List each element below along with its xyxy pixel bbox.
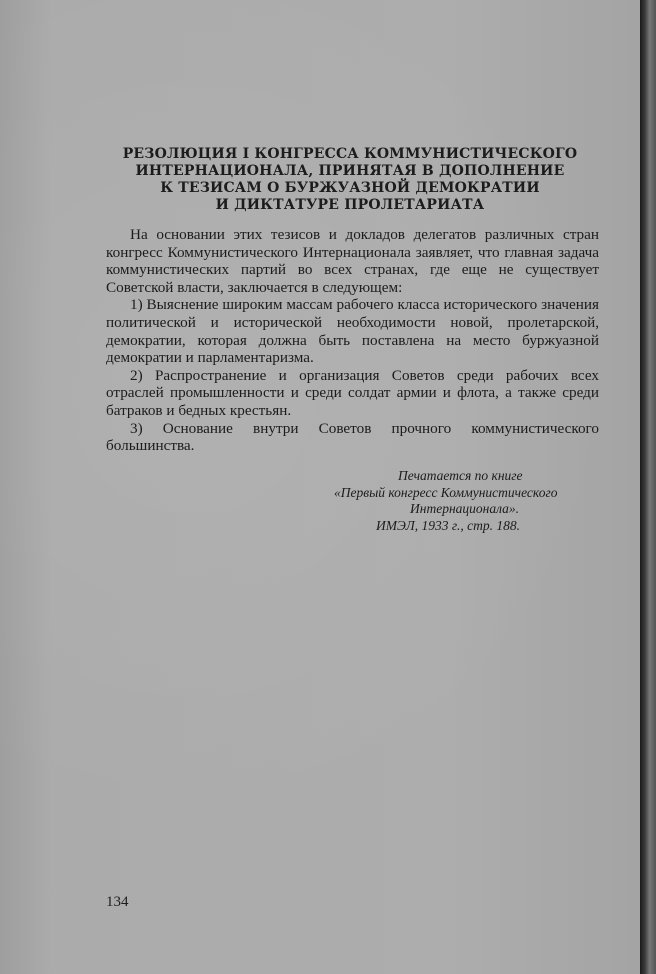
paragraph-point-3: 3) Основание внутри Советов прочного коммунистического большинства. bbox=[106, 419, 599, 455]
page-number: 134 bbox=[106, 894, 129, 910]
resolution-body bbox=[106, 226, 599, 455]
paragraph-intro: На основании этих тезисов и докладов делегатов различных стран конгресс Коммунистического Интернационала заявляет, что главная задача коммунистических партий во всех странах, где еще не существует Советской власти, заключается в следующем: bbox=[106, 226, 599, 296]
title-line: К ТЕЗИСАМ О БУРЖУАЗНОЙ ДЕМОКРАТИИ bbox=[160, 180, 540, 196]
source-line: ИМЭЛ, 1933 г., стр. 188. bbox=[376, 517, 521, 533]
title-line: ИНТЕРНАЦИОНАЛА, ПРИНЯТАЯ В ДОПОЛНЕНИЕ bbox=[135, 163, 565, 179]
resolution-title bbox=[100, 146, 600, 214]
source-citation bbox=[320, 468, 600, 534]
source-line: Интернационала». bbox=[410, 501, 520, 516]
book-spine-edge bbox=[640, 0, 656, 974]
title-line: РЕЗОЛЮЦИЯ I КОНГРЕССА КОММУНИСТИЧЕСКОГО bbox=[122, 146, 578, 162]
source-line: «Первый конгресс Коммунистического bbox=[334, 484, 558, 500]
paragraph-point-1: 1) Выяснение широким массам рабочего класса исторического значения политической и исторической необходимости новой, пролетарской, демократии, которая должна быть поставлена на место буржуазной демократии и парламентаризма. bbox=[106, 296, 599, 367]
title-line: И ДИКТАТУРЕ ПРОЛЕТАРИАТА bbox=[215, 197, 485, 213]
source-line: Печатается по книге bbox=[398, 468, 523, 483]
paragraph-point-2: 2) Распространение и организация Советов среди рабочих всех отраслей промышленности и среди солдат армии и флота, а также среди батраков и бедных крестьян. bbox=[106, 366, 599, 419]
